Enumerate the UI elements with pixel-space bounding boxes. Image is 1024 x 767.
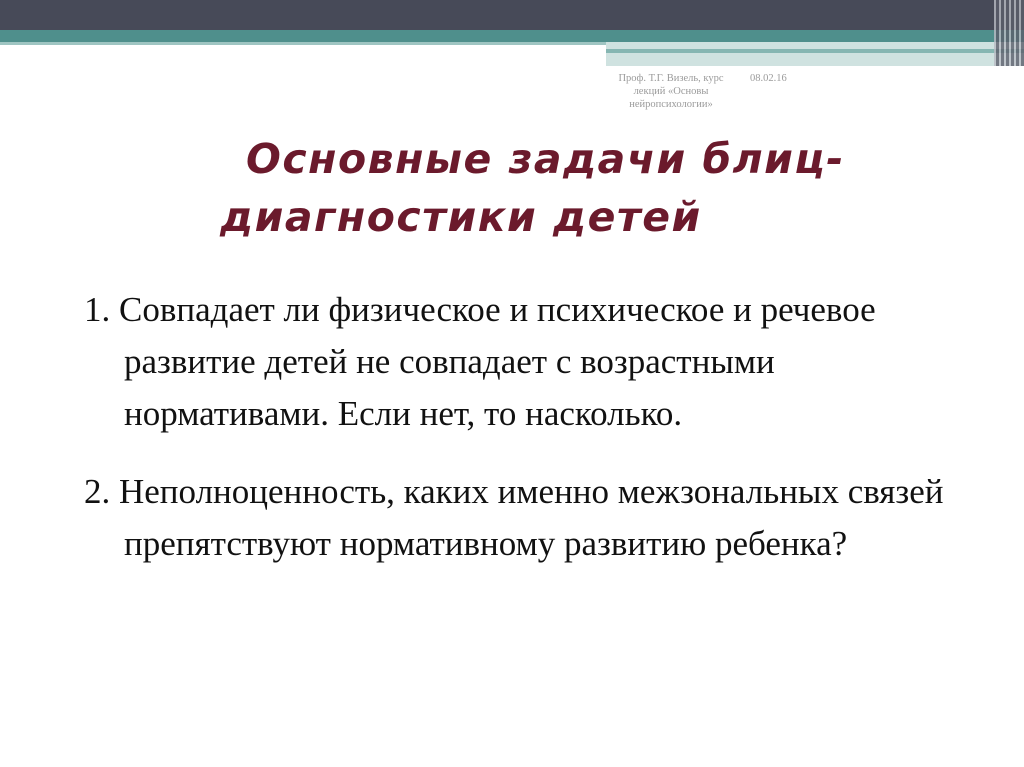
teal-decor-line (0, 42, 606, 45)
right-decor-line (606, 49, 1024, 53)
task-list (84, 284, 984, 570)
edge-decor-lines (994, 0, 1024, 66)
teal-decor-band (0, 30, 1024, 42)
slide-title-line-2: диагностики детей (220, 193, 702, 241)
right-decor-strip (606, 42, 1024, 66)
slide-title (220, 130, 940, 246)
author-note: Проф. Т.Г. Визель, курс лекций «Основы нейропсихологии» (618, 73, 724, 110)
slide-title-line-1: Основные задачи блиц- (246, 135, 845, 183)
top-decor-bar (0, 0, 1024, 30)
slide-date: 08.02.16 (750, 73, 787, 84)
task-item-2: 2. Неполноценность, каких именно межзональных связей препятствуют нормативному развитию ребенка? (84, 472, 944, 563)
task-item-1: 1. Совпадает ли физическое и психическое и речевое развитие детей не совпадает с возрастными нормативами. Если нет, то насколько. (84, 290, 876, 433)
